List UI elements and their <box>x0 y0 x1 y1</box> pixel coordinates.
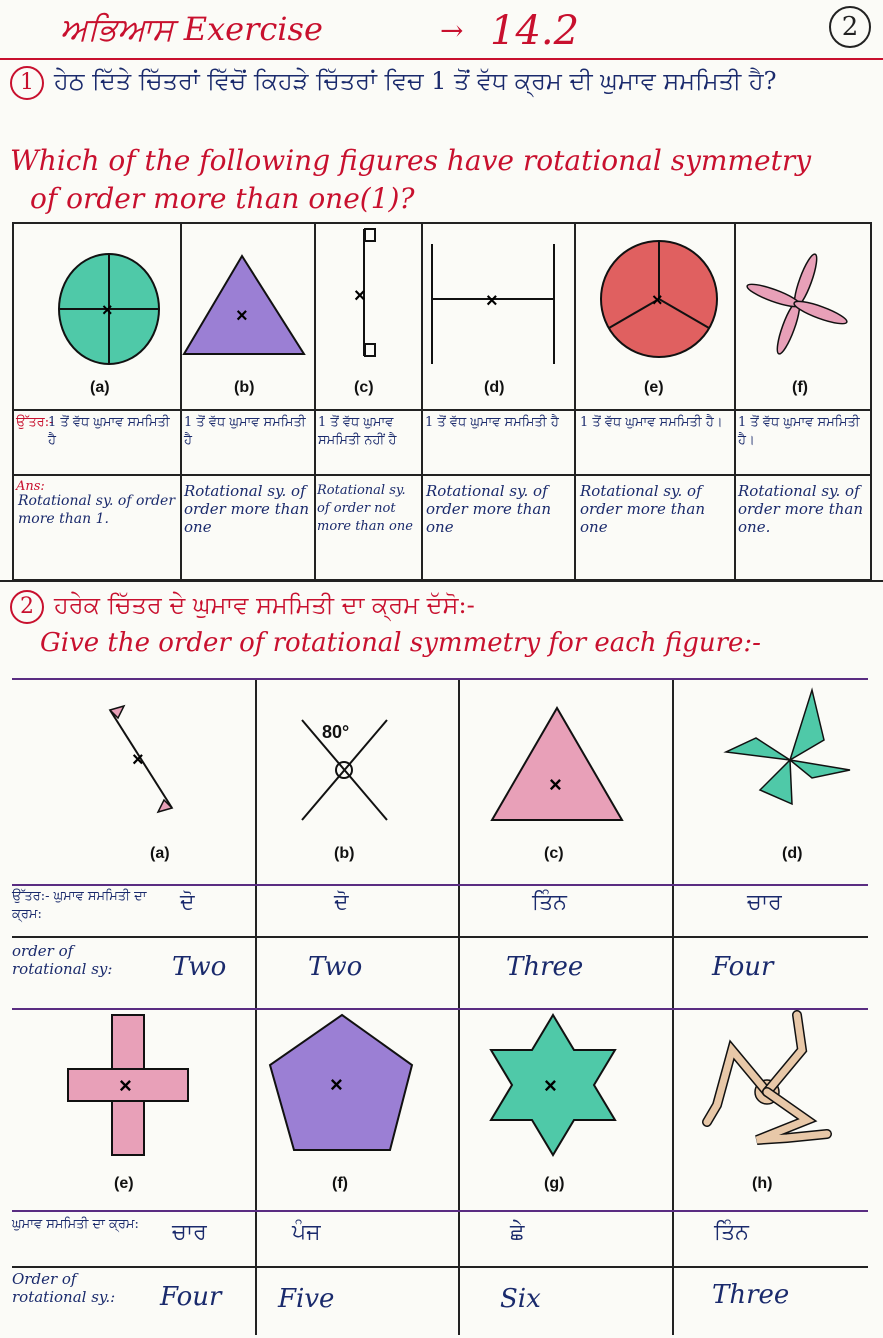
figure-label-f: (f) <box>332 1175 348 1192</box>
figure-e-circle-three-sectors <box>601 241 717 357</box>
figure-label-e: (e) <box>114 1175 134 1192</box>
figure-a-flag-line <box>110 706 172 812</box>
figure-label-c: (c) <box>354 379 374 396</box>
header-divider <box>0 58 883 60</box>
q1-ans-en-a: Rotational sy. of order more than 1. <box>18 493 176 527</box>
q2-english: Give the order of rotational symmetry for each figure:- <box>40 628 761 658</box>
q2-ans-pa-d: ਚਾਰ <box>747 890 782 915</box>
q1-ans-pa-a: 1 ਤੋਂ ਵੱਧ ਘੁਮਾਵ ਸਮਮਿਤੀ ਹੈ <box>48 415 170 448</box>
q2-ans-en-b: Two <box>308 952 363 982</box>
row-divider <box>14 474 870 476</box>
figure-label-h: (h) <box>752 1175 773 1192</box>
svg-text:×: × <box>119 1073 132 1098</box>
q2-row-label-en: order of rotational sy: <box>12 942 113 978</box>
q2-figures-set2 <box>12 1010 868 1210</box>
q1-punjabi-text: ਹੇਠ ਦਿੱਤੇ ਚਿੱਤਰਾਂ ਵਿੱਚੋਂ ਕਿਹੜੇ ਚਿੱਤਰਾਂ ਵਿਚ 1 ਤੋਂ ਵੱਧ ਕ੍ਰਮ ਦੀ ਘੁਮਾਵ ਸਮਮਿਤੀ ਹੈ? <box>54 67 777 95</box>
q1-ans-en-c: Rotational sy. of order not more than one <box>317 483 413 534</box>
q2-figures-set1 <box>12 680 868 884</box>
q2-row-label-pa-2: ਘੁਮਾਵ ਸਮਮਿਤੀ ਦਾ ਕ੍ਰਮ: <box>12 1217 139 1232</box>
q1-ans-pa-f: 1 ਤੋਂ ਵੱਧ ਘੁਮਾਵ ਸਮਮਿਤੀ ਹੈ। <box>738 415 860 448</box>
q2-punjabi-text: ਹਰੇਕ ਚਿੱਤਰ ਦੇ ਘੁਮਾਵ ਸਮਮਿਤੀ ਦਾ ਕ੍ਰਮ ਦੱਸੋ:- <box>54 591 475 619</box>
row-divider <box>12 884 868 886</box>
q2-ans-pa-g: ਛੇ <box>510 1220 525 1245</box>
q2-ans-en-d: Four <box>712 952 774 982</box>
q1-ans-en-b: Rotational sy. of order more than one <box>184 482 309 536</box>
q1-ans-en-e: Rotational sy. of order more than one <box>580 482 705 536</box>
figure-d-pinwheel <box>726 690 850 804</box>
svg-text:×: × <box>354 285 366 307</box>
figure-label-b: (b) <box>334 845 355 862</box>
q2-punjabi <box>10 590 475 624</box>
figure-a-circle <box>59 254 159 364</box>
q2-ans-en-c: Three <box>506 952 584 982</box>
figure-h-three-legs <box>707 1015 827 1140</box>
q1-ans-pa-e: 1 ਤੋਂ ਵੱਧ ਘੁਮਾਵ ਸਮਮਿਤੀ ਹੈ। <box>580 415 723 430</box>
q2-ans-en-g: Six <box>500 1284 541 1314</box>
q2-ans-pa-f: ਪੰਜ <box>292 1220 321 1245</box>
q1-ans-label-en: Ans: <box>16 479 45 494</box>
svg-text:×: × <box>549 772 562 797</box>
q2-figure-table-2 <box>12 1008 868 1335</box>
row-divider <box>12 1210 868 1212</box>
q1-english-line2: of order more than one(1)? <box>30 182 415 215</box>
page-number: 2 <box>829 6 871 48</box>
figure-label-a: (a) <box>150 845 170 862</box>
q1-ans-en-f: Rotational sy. of order more than one. <box>738 482 863 536</box>
figure-label-g: (g) <box>544 1175 565 1192</box>
figure-label-c: (c) <box>544 845 564 862</box>
figure-label-e: (e) <box>644 379 664 396</box>
exercise-number: 14.2 <box>490 8 580 54</box>
svg-text:×: × <box>236 305 248 327</box>
figure-g-star <box>491 1015 615 1155</box>
figure-label-b: (b) <box>234 379 255 396</box>
figure-label-d: (d) <box>484 379 505 396</box>
figure-c-triangle <box>492 708 622 820</box>
figure-label-a: (a) <box>90 379 110 396</box>
q1-ans-label-pa: ਉੱਤਰ:- <box>16 415 54 430</box>
q2-ans-en-h: Three <box>712 1280 790 1310</box>
q2-ans-en-f: Five <box>278 1284 335 1314</box>
q1-ans-pa-d: 1 ਤੋਂ ਵੱਧ ਘੁਮਾਵ ਸਮਮਿਤੀ ਹੈ <box>425 415 559 430</box>
svg-text:×: × <box>544 1073 557 1098</box>
q2-row-label-pa: ਉੱਤਰ:- ਘੁਮਾਵ ਸਮਮਿਤੀ ਦਾ ਕ੍ਰਮ: <box>12 889 147 922</box>
svg-text:×: × <box>486 290 498 312</box>
figure-label-f: (f) <box>792 379 808 396</box>
q2-ans-pa-a: ਦੋ <box>180 890 195 915</box>
svg-text:×: × <box>652 290 663 310</box>
q1-number: 1 <box>10 66 44 100</box>
figure-f-propeller <box>745 252 849 356</box>
figure-label-d: (d) <box>782 845 803 862</box>
row-divider <box>12 1266 868 1268</box>
svg-text:×: × <box>330 1072 343 1097</box>
q1-figure-table <box>12 222 872 581</box>
header-arrow: → <box>440 14 464 47</box>
q1-ans-pa-c: 1 ਤੋਂ ਵੱਧ ਘੁਮਾਵ ਸਮਮਿਤੀ ਨਹੀਂ ਹੈ <box>318 415 397 448</box>
q1-figures <box>14 224 870 409</box>
angle-label: 80° <box>322 722 350 742</box>
exercise-title: ਅਭਿਆਸ Exercise <box>60 10 323 48</box>
figure-c-bar <box>354 229 375 356</box>
section-divider <box>0 580 883 582</box>
q2-ans-en-a: Two <box>172 952 227 982</box>
figure-d-h-shape <box>432 244 554 364</box>
q2-ans-pa-c: ਤਿੰਨ <box>532 890 567 915</box>
figure-e-cross <box>68 1015 188 1155</box>
q2-ans-en-e: Four <box>160 1282 222 1312</box>
q2-number: 2 <box>10 590 44 624</box>
q2-row-label-en-2: Order of rotational sy.: <box>12 1270 116 1306</box>
page-header <box>0 0 883 60</box>
figure-b-triangle <box>184 256 304 354</box>
q1-ans-en-d: Rotational sy. of order more than one <box>426 482 551 536</box>
q2-ans-pa-b: ਦੋ <box>334 890 349 915</box>
svg-text:×: × <box>132 749 144 771</box>
q1-english-line1: Which of the following figures have rotational symmetry <box>10 144 812 177</box>
q2-figure-table-1 <box>12 678 868 1010</box>
figure-f-pentagon <box>270 1015 412 1150</box>
row-divider <box>12 936 868 938</box>
row-divider <box>14 409 870 411</box>
q2-ans-pa-e: ਚਾਰ <box>172 1220 207 1245</box>
q2-ans-pa-h: ਤਿੰਨ <box>714 1220 749 1245</box>
q1-ans-pa-b: 1 ਤੋਂ ਵੱਧ ਘੁਮਾਵ ਸਮਮਿਤੀ ਹੈ <box>184 415 306 448</box>
q1-punjabi <box>10 66 776 100</box>
svg-text:×: × <box>102 300 113 320</box>
